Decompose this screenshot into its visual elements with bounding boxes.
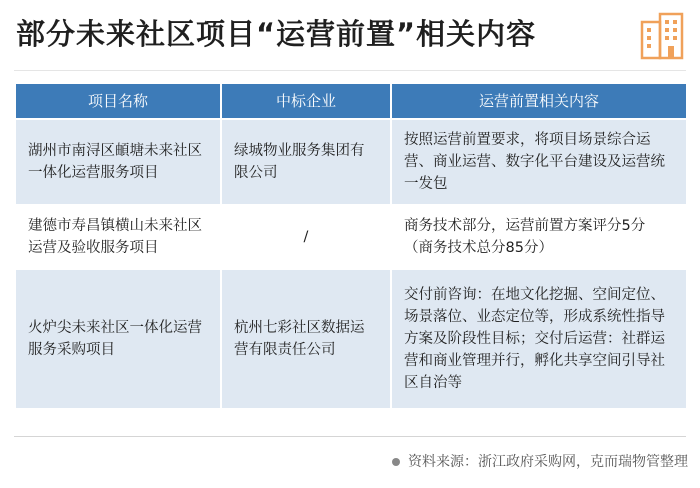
header-project-name: 项目名称 xyxy=(16,84,222,120)
row2-project-name: 建德市寿昌镇横山未来社区运营及验收服务项目 xyxy=(16,206,222,270)
row1-project-name: 湖州市南浔区頔塘未来社区一体化运营服务项目 xyxy=(16,120,222,206)
page-title: 部分未来社区项目“运营前置”相关内容 xyxy=(16,17,537,51)
buildings-icon xyxy=(636,8,690,62)
row3-operation-content: 交付前咨询：在地文化挖掘、空间定位、场景落位、业态定位等，形成系统性指导方案及阶段性目标；交付后运营：社群运营和商业管理并行，孵化共享空间引导社区自治等 xyxy=(392,270,686,410)
row3-project-name: 火炉尖未来社区一体化运营服务采购项目 xyxy=(16,270,222,410)
row2-winning-company: / xyxy=(222,206,392,270)
source-note xyxy=(300,451,688,471)
row1-operation-content: 按照运营前置要求，将项目场景综合运营、商业运营、数字化平台建设及运营统一发包 xyxy=(392,120,686,206)
bullet-icon xyxy=(392,458,400,466)
row3-winning-company: 杭州七彩社区数据运营有限责任公司 xyxy=(222,270,392,410)
row1-winning-company: 绿城物业服务集团有限公司 xyxy=(222,120,392,206)
title-divider xyxy=(14,70,686,71)
header-winning-company: 中标企业 xyxy=(222,84,392,120)
source-text: 资料来源：浙江政府采购网，克而瑞物管整理 xyxy=(408,454,688,470)
header-operation-content: 运营前置相关内容 xyxy=(392,84,686,120)
project-table xyxy=(16,84,686,410)
row2-operation-content: 商务技术部分，运营前置方案评分5分（商务技术总分85分） xyxy=(392,206,686,270)
source-divider xyxy=(14,436,686,437)
